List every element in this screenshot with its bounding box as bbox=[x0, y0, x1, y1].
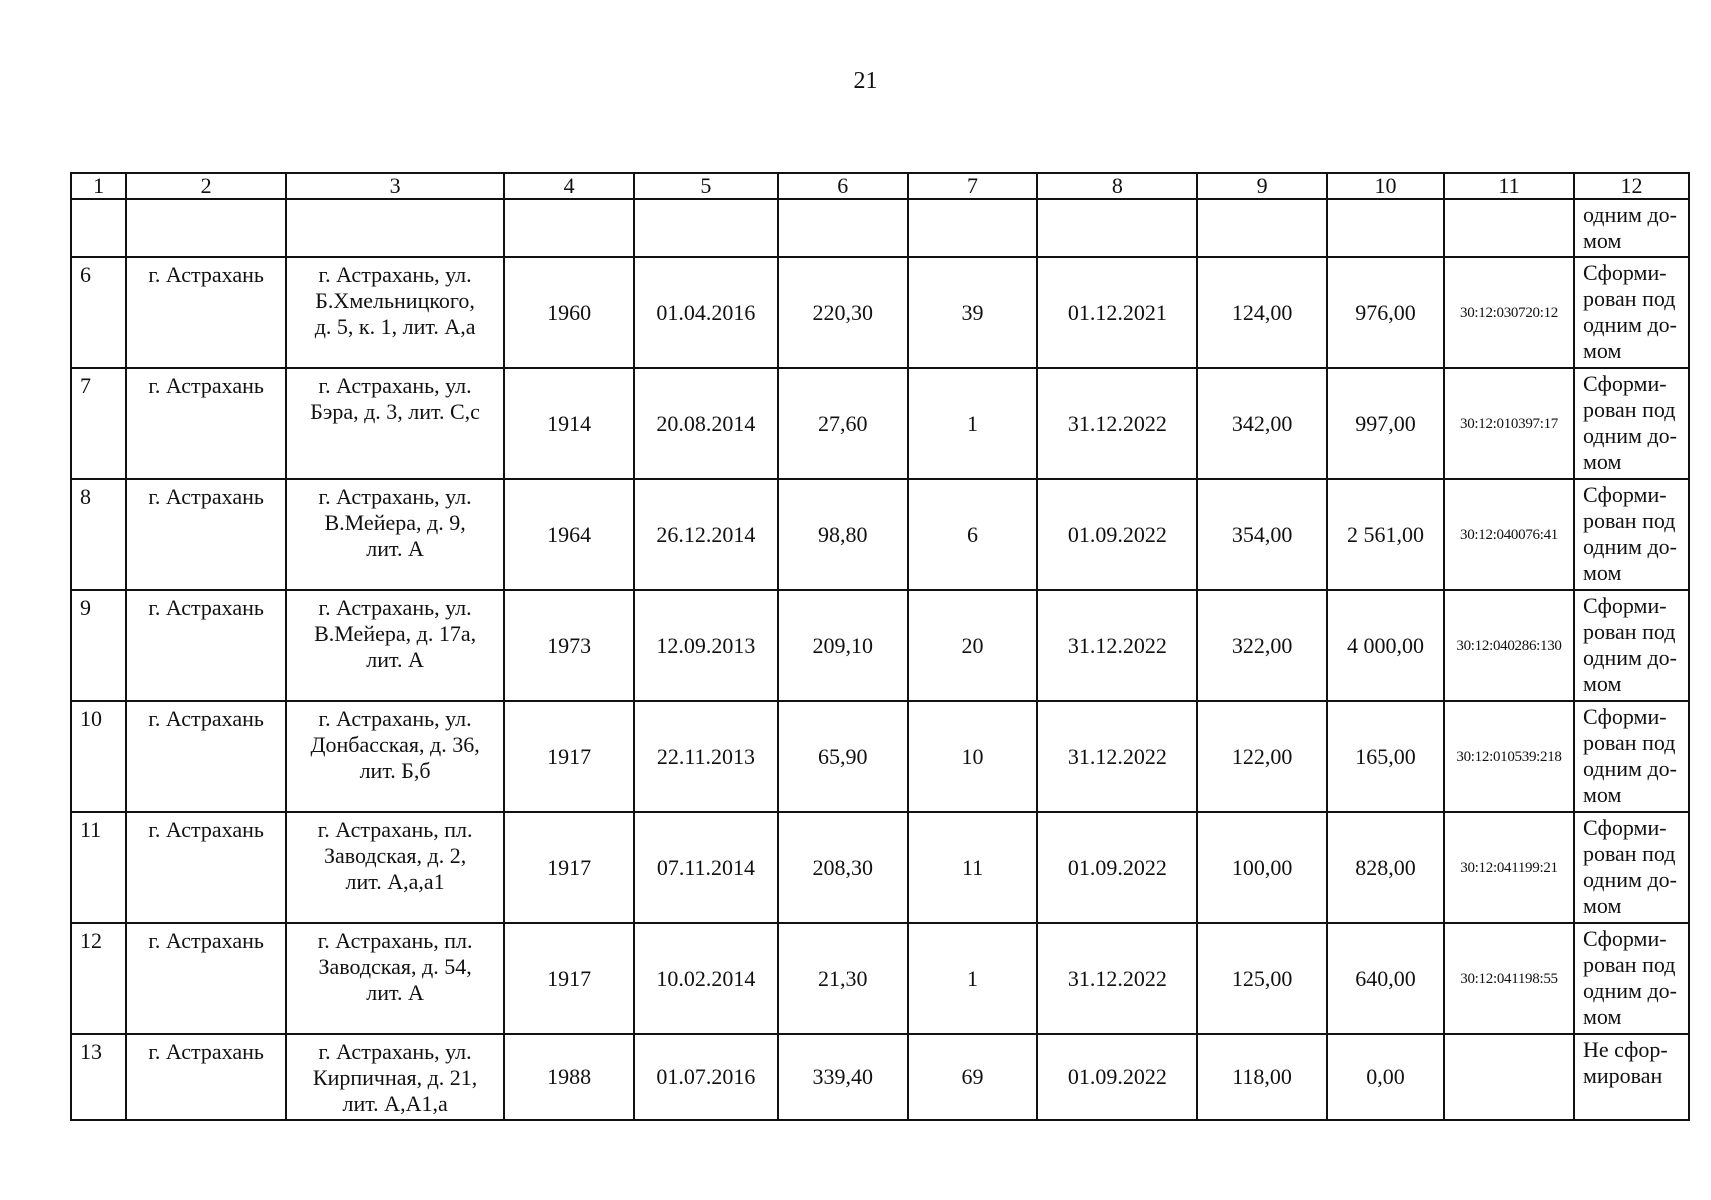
empty-cell bbox=[634, 199, 778, 257]
continuation-row bbox=[71, 199, 1689, 257]
area-cell: 27,60 bbox=[778, 368, 908, 479]
status-line: мом bbox=[1582, 671, 1622, 696]
table-row bbox=[71, 257, 1689, 368]
status-line: рован под bbox=[1582, 841, 1676, 866]
status-line: мирован bbox=[1582, 1063, 1663, 1088]
row-number: 9 bbox=[71, 590, 126, 701]
column-number: 3 bbox=[286, 173, 504, 199]
date-recognized-cell: 26.12.2014 bbox=[634, 479, 778, 590]
empty-cell bbox=[71, 199, 126, 257]
status-line: рован под bbox=[1582, 619, 1676, 644]
status-line: рован под bbox=[1582, 397, 1676, 422]
deadline-cell: 31.12.2022 bbox=[1037, 701, 1197, 812]
column-number-row bbox=[71, 173, 1689, 199]
address-cell bbox=[286, 590, 504, 701]
status-line: Сформи- bbox=[1582, 815, 1667, 840]
col10-cell: 165,00 bbox=[1327, 701, 1444, 812]
status-cell bbox=[1574, 1034, 1689, 1120]
col10-cell: 997,00 bbox=[1327, 368, 1444, 479]
residents-cell: 10 bbox=[908, 701, 1038, 812]
residents-cell: 1 bbox=[908, 923, 1038, 1034]
address-line: В.Мейера, д. 17а, bbox=[314, 621, 477, 646]
deadline-cell: 31.12.2022 bbox=[1037, 590, 1197, 701]
address-line: г. Астрахань, пл. bbox=[317, 928, 473, 953]
address-line: д. 5, к. 1, лит. А,а bbox=[314, 314, 476, 339]
status-line: одним до- bbox=[1582, 423, 1677, 448]
year-cell: 1917 bbox=[504, 923, 634, 1034]
address-line: лит. А bbox=[366, 536, 424, 561]
column-number: 4 bbox=[504, 173, 634, 199]
status-line: мом bbox=[1582, 1004, 1622, 1029]
table-row bbox=[71, 923, 1689, 1034]
cadastral-number-cell bbox=[1444, 1034, 1574, 1120]
status-line: одним до- bbox=[1582, 756, 1677, 781]
empty-cell bbox=[286, 199, 504, 257]
empty-cell bbox=[1444, 199, 1574, 257]
status-line: мом bbox=[1582, 449, 1622, 474]
area-cell: 208,30 bbox=[778, 812, 908, 923]
address-line: Бэра, д. 3, лит. С,с bbox=[310, 399, 480, 424]
address-cell bbox=[286, 479, 504, 590]
date-recognized-cell: 07.11.2014 bbox=[634, 812, 778, 923]
address-cell bbox=[286, 257, 504, 368]
city-cell: г. Астрахань bbox=[126, 590, 286, 701]
deadline-cell: 01.12.2021 bbox=[1037, 257, 1197, 368]
col9-cell: 322,00 bbox=[1197, 590, 1327, 701]
status-cell bbox=[1574, 257, 1689, 368]
date-recognized-cell: 01.07.2016 bbox=[634, 1034, 778, 1120]
row-number: 12 bbox=[71, 923, 126, 1034]
address-line: лит. А bbox=[366, 980, 424, 1005]
empty-cell bbox=[1327, 199, 1444, 257]
deadline-cell: 01.09.2022 bbox=[1037, 812, 1197, 923]
address-line: г. Астрахань, ул. bbox=[318, 262, 472, 287]
residents-cell: 69 bbox=[908, 1034, 1038, 1120]
col9-cell: 122,00 bbox=[1197, 701, 1327, 812]
column-number: 9 bbox=[1197, 173, 1327, 199]
status-line: мом bbox=[1582, 782, 1622, 807]
col9-cell: 354,00 bbox=[1197, 479, 1327, 590]
column-number: 5 bbox=[634, 173, 778, 199]
status-cell bbox=[1574, 368, 1689, 479]
column-number: 11 bbox=[1444, 173, 1574, 199]
cadastral-number-cell: 30:12:040076:41 bbox=[1444, 479, 1574, 590]
table-row bbox=[71, 368, 1689, 479]
residents-cell: 11 bbox=[908, 812, 1038, 923]
status-line: мом bbox=[1582, 338, 1622, 363]
status-cell bbox=[1574, 199, 1689, 257]
column-number: 7 bbox=[908, 173, 1038, 199]
cadastral-number-cell: 30:12:030720:12 bbox=[1444, 257, 1574, 368]
year-cell: 1917 bbox=[504, 812, 634, 923]
cadastral-number-cell: 30:12:041199:21 bbox=[1444, 812, 1574, 923]
address-line: лит. А,а,а1 bbox=[345, 869, 445, 894]
area-cell: 98,80 bbox=[778, 479, 908, 590]
row-number: 10 bbox=[71, 701, 126, 812]
year-cell: 1917 bbox=[504, 701, 634, 812]
status-line: рован под bbox=[1582, 286, 1676, 311]
residents-cell: 20 bbox=[908, 590, 1038, 701]
col10-cell: 976,00 bbox=[1327, 257, 1444, 368]
date-recognized-cell: 22.11.2013 bbox=[634, 701, 778, 812]
status-line: одним до- bbox=[1582, 534, 1677, 559]
row-number: 13 bbox=[71, 1034, 126, 1120]
table-row bbox=[71, 1034, 1689, 1120]
row-number: 11 bbox=[71, 812, 126, 923]
city-cell: г. Астрахань bbox=[126, 479, 286, 590]
table-row bbox=[71, 701, 1689, 812]
residents-cell: 6 bbox=[908, 479, 1038, 590]
col9-cell: 124,00 bbox=[1197, 257, 1327, 368]
col10-cell: 4 000,00 bbox=[1327, 590, 1444, 701]
year-cell: 1960 bbox=[504, 257, 634, 368]
area-cell: 220,30 bbox=[778, 257, 908, 368]
address-line: лит. А bbox=[366, 647, 424, 672]
deadline-cell: 31.12.2022 bbox=[1037, 923, 1197, 1034]
status-line: Сформи- bbox=[1582, 593, 1667, 618]
col9-cell: 342,00 bbox=[1197, 368, 1327, 479]
status-line: одним до- bbox=[1582, 312, 1677, 337]
cadastral-number-cell: 30:12:040286:130 bbox=[1444, 590, 1574, 701]
status-cell bbox=[1574, 590, 1689, 701]
address-line: г. Астрахань, ул. bbox=[318, 373, 472, 398]
year-cell: 1914 bbox=[504, 368, 634, 479]
status-line: Сформи- bbox=[1582, 482, 1667, 507]
address-line: Заводская, д. 54, bbox=[318, 954, 472, 979]
city-cell: г. Астрахань bbox=[126, 701, 286, 812]
cadastral-number-cell: 30:12:010539:218 bbox=[1444, 701, 1574, 812]
address-line: лит. А,А1,а bbox=[342, 1091, 448, 1116]
status-cell bbox=[1574, 701, 1689, 812]
column-number: 10 bbox=[1327, 173, 1444, 199]
date-recognized-cell: 12.09.2013 bbox=[634, 590, 778, 701]
empty-cell bbox=[778, 199, 908, 257]
address-line: г. Астрахань, ул. bbox=[318, 484, 472, 509]
address-line: Б.Хмельницкого, bbox=[315, 288, 475, 313]
address-cell bbox=[286, 1034, 504, 1120]
date-recognized-cell: 01.04.2016 bbox=[634, 257, 778, 368]
cadastral-number-cell: 30:12:010397:17 bbox=[1444, 368, 1574, 479]
cadastral-number-cell: 30:12:041198:55 bbox=[1444, 923, 1574, 1034]
area-cell: 339,40 bbox=[778, 1034, 908, 1120]
deadline-cell: 01.09.2022 bbox=[1037, 479, 1197, 590]
empty-cell bbox=[1037, 199, 1197, 257]
table-row bbox=[71, 590, 1689, 701]
col10-cell: 640,00 bbox=[1327, 923, 1444, 1034]
date-recognized-cell: 20.08.2014 bbox=[634, 368, 778, 479]
address-line: Кирпичная, д. 21, bbox=[312, 1065, 478, 1090]
column-number: 6 bbox=[778, 173, 908, 199]
status-line: Не сфор- bbox=[1582, 1037, 1668, 1062]
status-line: рован под bbox=[1582, 952, 1676, 977]
address-line: г. Астрахань, ул. bbox=[318, 595, 472, 620]
year-cell: 1988 bbox=[504, 1034, 634, 1120]
col9-cell: 125,00 bbox=[1197, 923, 1327, 1034]
area-cell: 209,10 bbox=[778, 590, 908, 701]
city-cell: г. Астрахань bbox=[126, 368, 286, 479]
status-line: рован под bbox=[1582, 730, 1676, 755]
area-cell: 65,90 bbox=[778, 701, 908, 812]
col10-cell: 828,00 bbox=[1327, 812, 1444, 923]
column-number: 12 bbox=[1574, 173, 1689, 199]
row-number: 7 bbox=[71, 368, 126, 479]
address-line: г. Астрахань, пл. bbox=[317, 817, 473, 842]
address-line: г. Астрахань, ул. bbox=[318, 706, 472, 731]
status-line: Сформи- bbox=[1582, 260, 1667, 285]
status-cell bbox=[1574, 923, 1689, 1034]
page-number: 21 bbox=[853, 68, 878, 94]
table-row bbox=[71, 479, 1689, 590]
col10-cell: 2 561,00 bbox=[1327, 479, 1444, 590]
deadline-cell: 31.12.2022 bbox=[1037, 368, 1197, 479]
status-line: мом bbox=[1582, 560, 1622, 585]
status-line: одним до- bbox=[1582, 202, 1677, 227]
city-cell: г. Астрахань bbox=[126, 923, 286, 1034]
column-number: 8 bbox=[1037, 173, 1197, 199]
status-line: мом bbox=[1582, 893, 1622, 918]
address-cell bbox=[286, 923, 504, 1034]
year-cell: 1964 bbox=[504, 479, 634, 590]
deadline-cell: 01.09.2022 bbox=[1037, 1034, 1197, 1120]
address-line: Донбасская, д. 36, bbox=[310, 732, 480, 757]
residents-cell: 1 bbox=[908, 368, 1038, 479]
empty-cell bbox=[1197, 199, 1327, 257]
address-cell bbox=[286, 701, 504, 812]
status-line: одним до- bbox=[1582, 645, 1677, 670]
empty-cell bbox=[908, 199, 1038, 257]
area-cell: 21,30 bbox=[778, 923, 908, 1034]
col9-cell: 100,00 bbox=[1197, 812, 1327, 923]
column-number: 1 bbox=[71, 173, 126, 199]
address-line: В.Мейера, д. 9, bbox=[324, 510, 466, 535]
city-cell: г. Астрахань bbox=[126, 812, 286, 923]
city-cell: г. Астрахань bbox=[126, 1034, 286, 1120]
date-recognized-cell: 10.02.2014 bbox=[634, 923, 778, 1034]
address-line: лит. Б,б bbox=[359, 758, 431, 783]
empty-cell bbox=[126, 199, 286, 257]
city-cell: г. Астрахань bbox=[126, 257, 286, 368]
status-line: одним до- bbox=[1582, 978, 1677, 1003]
row-number: 6 bbox=[71, 257, 126, 368]
address-line: Заводская, д. 2, bbox=[323, 843, 467, 868]
housing-registry-table bbox=[70, 172, 1690, 1121]
empty-cell bbox=[504, 199, 634, 257]
status-line: рован под bbox=[1582, 508, 1676, 533]
status-line: Сформи- bbox=[1582, 926, 1667, 951]
year-cell: 1973 bbox=[504, 590, 634, 701]
status-line: мом bbox=[1582, 228, 1622, 253]
address-cell bbox=[286, 368, 504, 479]
address-cell bbox=[286, 812, 504, 923]
table-row bbox=[71, 812, 1689, 923]
address-line: г. Астрахань, ул. bbox=[318, 1039, 472, 1064]
status-cell bbox=[1574, 812, 1689, 923]
col10-cell: 0,00 bbox=[1327, 1034, 1444, 1120]
status-line: одним до- bbox=[1582, 867, 1677, 892]
row-number: 8 bbox=[71, 479, 126, 590]
residents-cell: 39 bbox=[908, 257, 1038, 368]
status-cell bbox=[1574, 479, 1689, 590]
status-line: Сформи- bbox=[1582, 704, 1667, 729]
status-line: Сформи- bbox=[1582, 371, 1667, 396]
col9-cell: 118,00 bbox=[1197, 1034, 1327, 1120]
column-number: 2 bbox=[126, 173, 286, 199]
